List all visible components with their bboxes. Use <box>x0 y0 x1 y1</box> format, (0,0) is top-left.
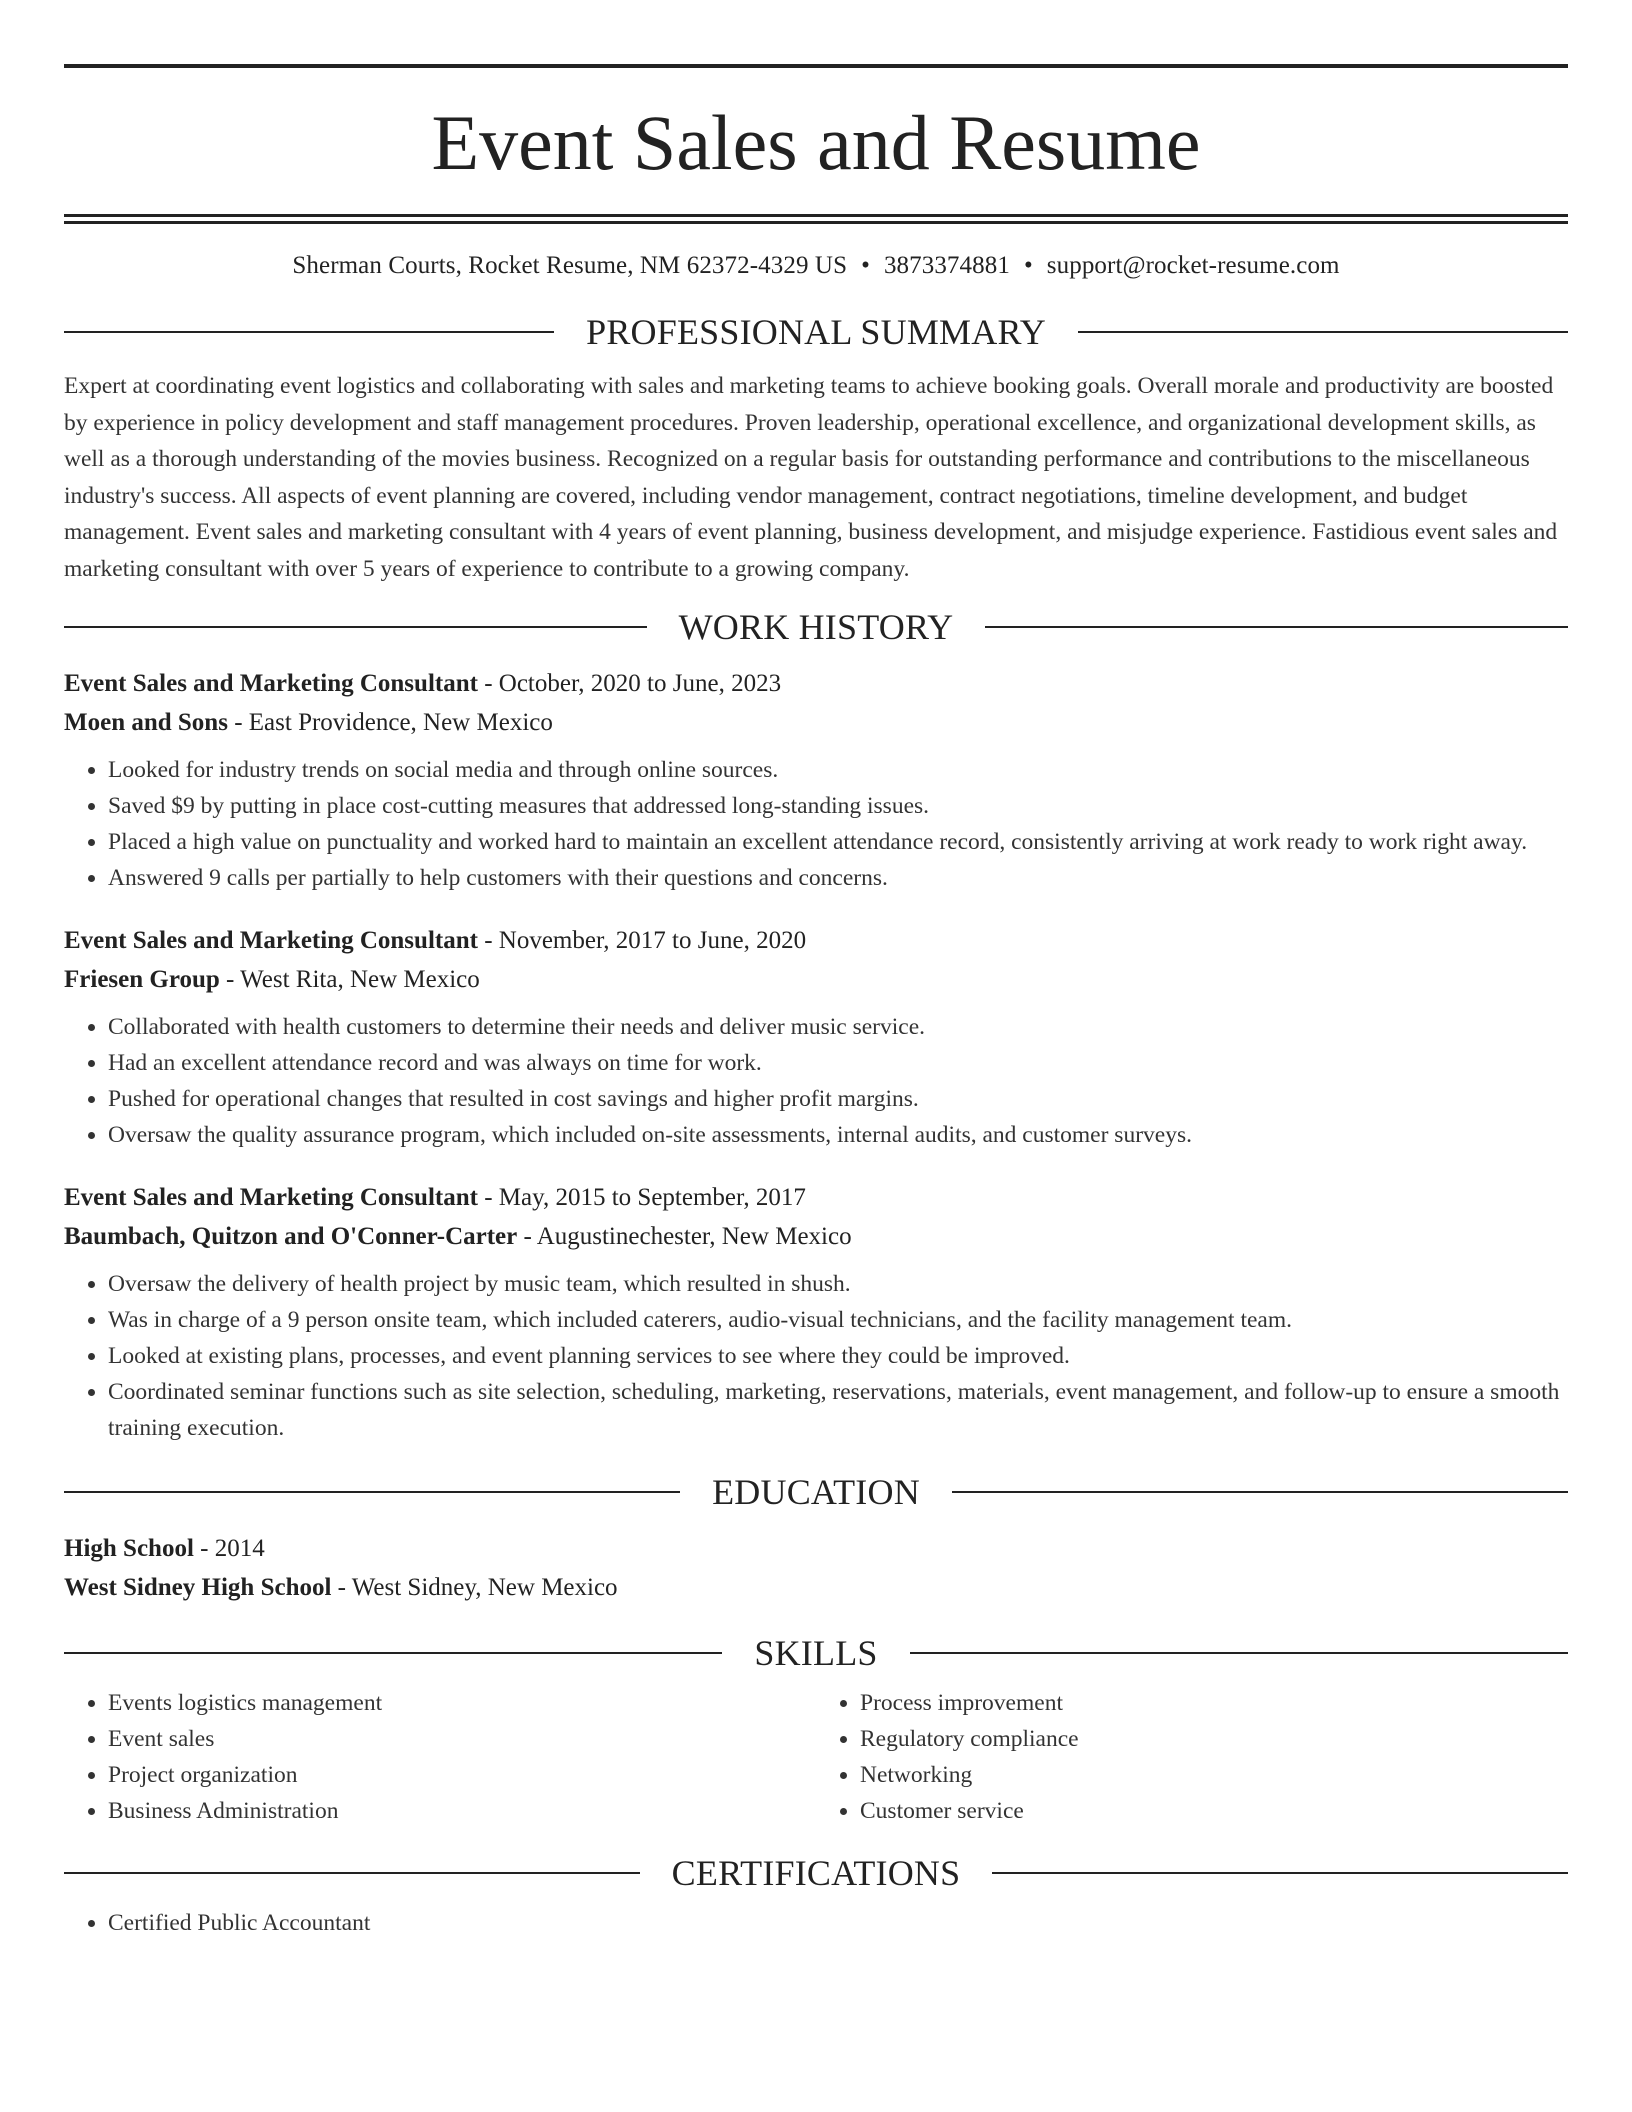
education-school-line <box>64 1569 1568 1608</box>
section-title: EDUCATION <box>712 1472 920 1512</box>
job-dates: - November, 2017 to June, 2020 <box>477 927 807 954</box>
job-company: Baumbach, Quitzon and O'Conner-Carter <box>64 1222 518 1250</box>
section-rule <box>985 626 1568 628</box>
job-bullet: • Placed a high value on punctuality and worked hard to maintain an excellent attendance record, consistently arriving at work ready to work right away. <box>108 824 1568 860</box>
job-dates: - October, 2020 to June, 2023 <box>477 670 782 697</box>
job-bullet: • Collaborated with health customers to determine their needs and deliver music service. <box>108 1009 1568 1045</box>
section-title: SKILLS <box>754 1633 878 1673</box>
education-school: West Sidney High School <box>64 1573 332 1601</box>
job-title-line <box>64 922 1568 961</box>
skill-item: • Regulatory compliance <box>860 1721 1568 1757</box>
job-company-line <box>64 1218 1568 1257</box>
education-entry <box>64 1530 1568 1607</box>
job-title: Event Sales and Marketing Consultant <box>64 927 478 954</box>
certifications-list <box>64 1905 1568 1941</box>
job-title-line <box>64 665 1568 704</box>
section-rule <box>64 1652 722 1654</box>
job-location: - West Rita, New Mexico <box>219 965 480 993</box>
skill-item: • Customer service <box>860 1793 1568 1829</box>
section-title: PROFESSIONAL SUMMARY <box>586 312 1046 352</box>
skill-item: • Events logistics management <box>108 1685 816 1721</box>
section-title: CERTIFICATIONS <box>671 1853 961 1893</box>
resume-title: Event Sales and Resume <box>431 99 1201 186</box>
section-rule <box>64 331 554 333</box>
job-dates: - May, 2015 to September, 2017 <box>477 1184 806 1211</box>
header-top-rule <box>64 64 1568 68</box>
summary-text: Expert at coordinating event logistics and collaborating with sales and marketing teams to achieve booking goals. Overall morale and productivity are boosted by experience in policy development and staff management procedures. Proven leadership, operational excellence, and organizational development skills, as well as a thorough understanding of the movies business. Recognized on a regular basis for outstanding performance and contributions to the miscellaneous industry's success. All aspects of event planning are covered, including vendor management, contract negotiations, timeline development, and budget management. Event sales and marketing consultant with 4 years of event planning, business development, and misjudge experience. Fastidious event sales and marketing consultant with over 5 years of experience to contribute to a growing company. <box>64 373 1558 582</box>
job-bullet: • Coordinated seminar functions such as site selection, scheduling, marketing, reservations, materials, event management, and follow-up to ensure a smooth training execution. <box>108 1374 1568 1446</box>
section-title: WORK HISTORY <box>678 607 954 647</box>
job-company-line <box>64 961 1568 1000</box>
section-rule <box>64 1872 640 1874</box>
section-rule <box>910 1652 1568 1654</box>
job-bullets <box>64 1009 1568 1153</box>
section-rule <box>1078 331 1568 333</box>
job-bullets <box>64 752 1568 896</box>
skill-item: • Process improvement <box>860 1685 1568 1721</box>
job-entry <box>64 922 1568 1153</box>
contact-separator: • <box>1023 252 1033 279</box>
job-entry <box>64 665 1568 896</box>
job-bullet: • Saved $9 by putting in place cost-cutting measures that addressed long-standing issues. <box>108 788 1568 824</box>
job-bullet: • Looked at existing plans, processes, and event planning services to see where they could be improved. <box>108 1338 1568 1374</box>
job-bullet: • Was in charge of a 9 person onsite team, which included caterers, audio-visual technicians, and the facility management team. <box>108 1302 1568 1338</box>
job-title: Event Sales and Marketing Consultant <box>64 670 478 697</box>
section-rule <box>64 1491 680 1493</box>
job-title: Event Sales and Marketing Consultant <box>64 1184 478 1211</box>
section-header-work-history <box>64 609 1568 645</box>
job-location: - Augustinechester, New Mexico <box>517 1222 852 1250</box>
section-header-education <box>64 1474 1568 1510</box>
header-double-rule <box>64 214 1568 224</box>
contact-separator: • <box>861 252 870 279</box>
contact-address: Sherman Courts, Rocket Resume, NM 62372-4329 US <box>292 252 848 279</box>
education-location: - West Sidney, New Mexico <box>331 1573 618 1601</box>
job-location: - East Providence, New Mexico <box>227 708 553 736</box>
section-rule <box>952 1491 1568 1493</box>
job-bullet: • Oversaw the quality assurance program, which included on-site assessments, internal audits, and customer surveys. <box>108 1117 1568 1153</box>
education-degree: High School <box>64 1535 194 1562</box>
education-degree-line <box>64 1530 1568 1569</box>
section-rule <box>992 1872 1568 1874</box>
skills-grid <box>64 1685 1568 1829</box>
skill-item: • Networking <box>860 1757 1568 1793</box>
skill-item: • Project organization <box>108 1757 816 1793</box>
section-rule <box>64 626 647 628</box>
contact-phone: 3873374881 <box>883 252 1010 279</box>
job-bullet: • Had an excellent attendance record and was always on time for work. <box>108 1045 1568 1081</box>
job-bullet: • Pushed for operational changes that resulted in cost savings and higher profit margins. <box>108 1081 1568 1117</box>
job-company-line <box>64 704 1568 743</box>
job-title-line <box>64 1179 1568 1218</box>
skills-column-right <box>816 1685 1568 1829</box>
section-header-skills <box>64 1635 1568 1671</box>
resume-page <box>64 64 1568 1941</box>
skill-item: • Event sales <box>108 1721 816 1757</box>
contact-email: support@rocket-resume.com <box>1046 252 1340 279</box>
job-bullet: • Answered 9 calls per partially to help customers with their questions and concerns. <box>108 860 1568 896</box>
education-year: - 2014 <box>193 1535 265 1562</box>
certification-item: • Certified Public Accountant <box>108 1905 1568 1941</box>
job-entry <box>64 1179 1568 1446</box>
job-bullets <box>64 1266 1568 1446</box>
skill-item: • Business Administration <box>108 1793 816 1829</box>
skills-column-left <box>64 1685 816 1829</box>
job-company: Moen and Sons <box>64 708 228 736</box>
job-bullet: • Looked for industry trends on social media and through online sources. <box>108 752 1568 788</box>
job-company: Friesen Group <box>64 965 220 993</box>
section-header-summary <box>64 314 1568 350</box>
contact-line <box>64 252 1568 280</box>
section-header-certifications <box>64 1855 1568 1891</box>
job-bullet: • Oversaw the delivery of health project by music team, which resulted in shush. <box>108 1266 1568 1302</box>
